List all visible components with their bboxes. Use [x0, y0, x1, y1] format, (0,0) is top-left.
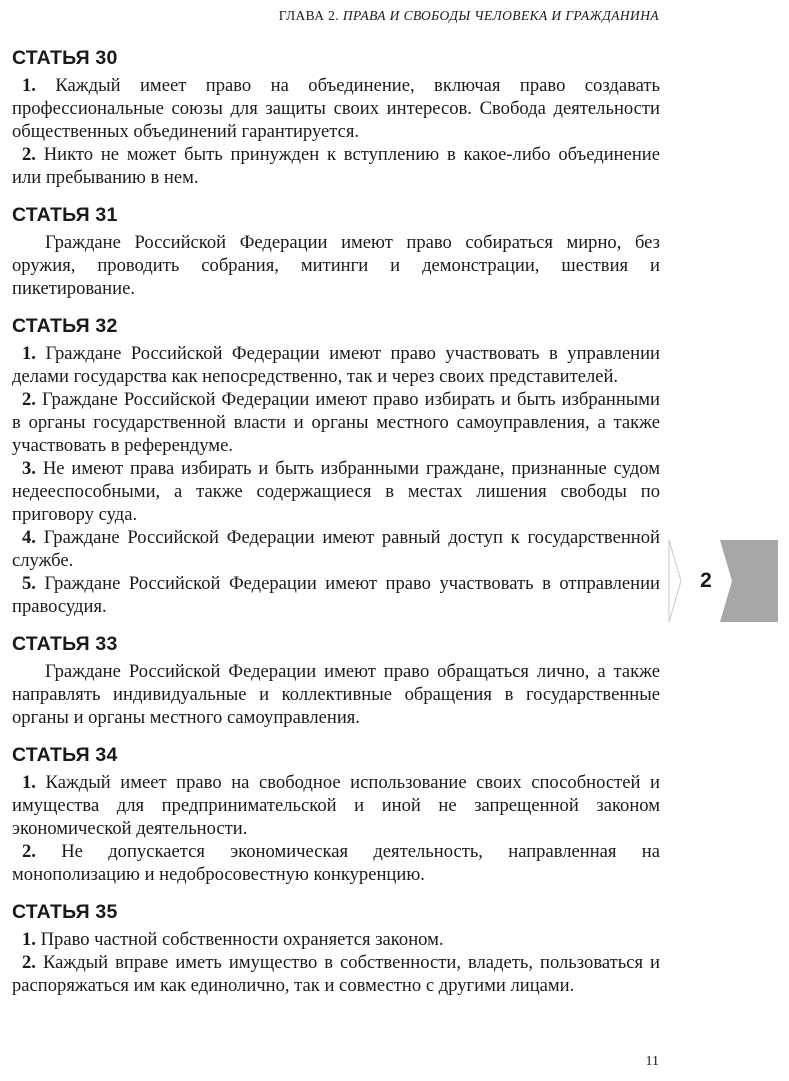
article-paragraph [12, 526, 660, 572]
article-title: СТАТЬЯ 34 [12, 744, 118, 766]
paragraph-text: Граждане Российской Федерации имеют право собираться мирно, без оружия, проводить собрания, митинги и демонстрации, шествия и пикетирование. [12, 232, 660, 299]
paragraph-number: 5. [22, 573, 36, 594]
paragraph-number: 1. [22, 929, 36, 950]
article-paragraph [12, 928, 660, 951]
article-paragraph [12, 572, 660, 618]
chapter-title: ПРАВА И СВОБОДЫ ЧЕЛОВЕКА И ГРАЖДАНИНА [342, 8, 659, 23]
paragraph-text: Каждый имеет право на свободное использование своих способностей и имущества для предпринимательской и иной не запрещенной законом экономической деятельности. [12, 772, 660, 839]
article-title: СТАТЬЯ 35 [12, 901, 118, 923]
article-paragraph [12, 951, 660, 997]
paragraph-text: Граждане Российской Федерации имеют право участвовать в управлении делами государства как непосредственно, так и через своих представителей. [12, 343, 660, 387]
article [12, 46, 660, 189]
article-title: СТАТЬЯ 32 [12, 315, 118, 337]
article [12, 900, 660, 997]
page-number: 11 [645, 1054, 659, 1069]
article [12, 203, 660, 300]
article-paragraph [12, 457, 660, 526]
paragraph-text: Не имеют права избирать и быть избранными граждане, признанные судом недееспособными, а также содержащиеся в местах лишения свободы по приговору суда. [12, 458, 660, 525]
article [12, 632, 660, 729]
paragraph-number: 2. [22, 389, 36, 410]
chapter-tab [668, 540, 778, 622]
article-paragraph [12, 74, 660, 143]
paragraph-number: 1. [22, 343, 36, 364]
paragraph-text: Не допускается экономическая деятельность, направленная на монополизацию и недобросовестную конкуренцию. [12, 841, 660, 885]
chapter-prefix: ГЛАВА 2. [278, 8, 340, 23]
article [12, 314, 660, 618]
paragraph-text: Граждане Российской Федерации имеют право избирать и быть избранными в органы государственной власти и органы местного самоуправления, а также участвовать в референдуме. [12, 389, 660, 456]
article-paragraph [12, 231, 660, 300]
article-title: СТАТЬЯ 30 [12, 47, 118, 69]
article-paragraph [12, 388, 660, 457]
paragraph-text: Граждане Российской Федерации имеют право участвовать в отправлении правосудия. [12, 573, 660, 617]
paragraph-text: Никто не может быть принужден к вступлению в какое-либо объединение или пребыванию в нем. [12, 144, 660, 188]
article-list [12, 46, 660, 1011]
paragraph-text: Каждый вправе иметь имущество в собственности, владеть, пользоваться и распоряжаться им как единолично, так и совместно с другими лицами. [12, 952, 660, 996]
article-paragraph [12, 660, 660, 729]
paragraph-text: Каждый имеет право на объединение, включая право создавать профессиональные союзы для защиты своих интересов. Свобода деятельности общественных объединений гарантируется. [12, 75, 660, 142]
paragraph-number: 3. [22, 458, 36, 479]
article [12, 743, 660, 886]
article-paragraph [12, 771, 660, 840]
article-title: СТАТЬЯ 31 [12, 204, 118, 226]
paragraph-number: 1. [22, 772, 36, 793]
article-paragraph [12, 840, 660, 886]
paragraph-number: 2. [22, 841, 36, 862]
paragraph-number: 2. [22, 952, 36, 973]
article-paragraph [12, 143, 660, 189]
paragraph-number: 2. [22, 144, 36, 165]
chapter-tab-number: 2 [700, 569, 712, 592]
paragraph-text: Граждане Российской Федерации имеют право обращаться лично, а также направлять индивидуальные и коллективные обращения в государственные органы и органы местного самоуправления. [12, 661, 660, 728]
paragraph-text: Право частной собственности охраняется законом. [40, 929, 444, 950]
article-paragraph [12, 342, 660, 388]
article-title: СТАТЬЯ 33 [12, 633, 118, 655]
paragraph-text: Граждане Российской Федерации имеют равный доступ к государственной службе. [12, 527, 660, 571]
paragraph-number: 4. [22, 527, 36, 548]
paragraph-number: 1. [22, 75, 36, 96]
running-head [279, 8, 659, 24]
